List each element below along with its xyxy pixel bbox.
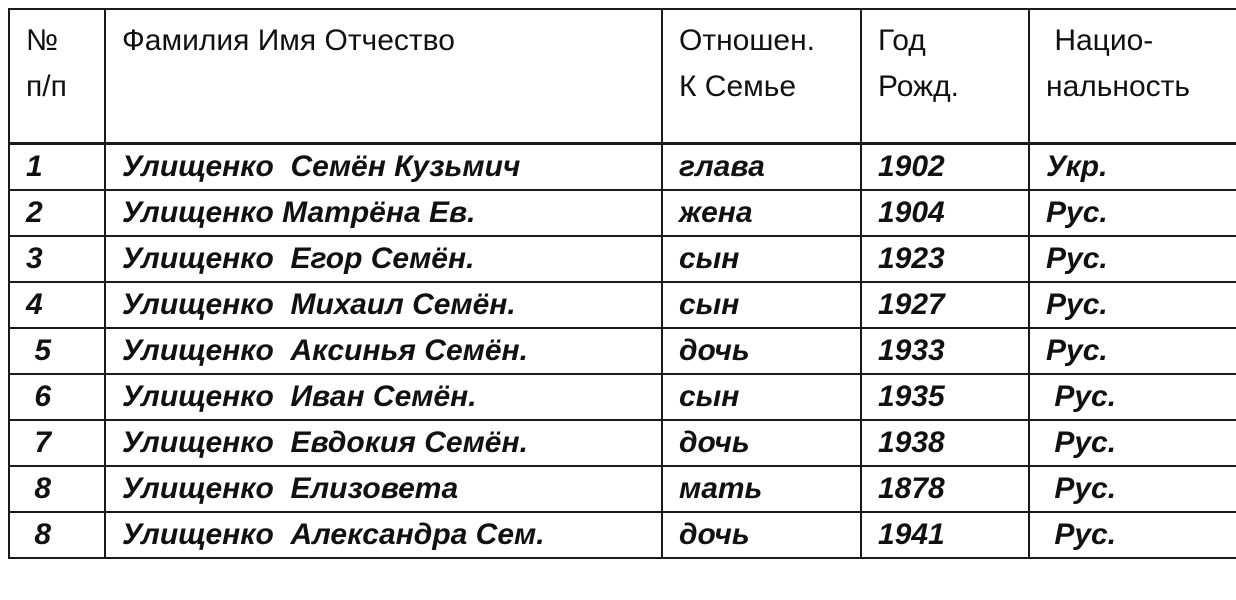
cell-full-name: Улищенко Иван Семён. xyxy=(105,374,662,420)
cell-relation: дочь xyxy=(662,328,861,374)
cell-birth-year: 1927 xyxy=(861,282,1029,328)
cell-nationality: Рус. xyxy=(1029,190,1236,236)
cell-number: 2 xyxy=(9,190,105,236)
header-relation xyxy=(662,9,861,143)
cell-number: 8 xyxy=(9,466,105,512)
cell-number: 4 xyxy=(9,282,105,328)
table-header xyxy=(9,9,1236,143)
header-number-line2: п/п xyxy=(26,70,67,103)
table-row xyxy=(9,236,1236,282)
cell-nationality: Рус. xyxy=(1029,282,1236,328)
cell-relation: глава xyxy=(662,143,861,190)
header-birth-year-line2: Рожд. xyxy=(878,70,959,103)
cell-birth-year: 1941 xyxy=(861,512,1029,558)
table-body xyxy=(9,143,1236,558)
cell-full-name: Улищенко Елизовета xyxy=(105,466,662,512)
table-row xyxy=(9,512,1236,558)
cell-number: 6 xyxy=(9,374,105,420)
header-nationality-line1: Нацио- xyxy=(1046,24,1154,57)
header-nationality xyxy=(1029,9,1236,143)
cell-relation: сын xyxy=(662,282,861,328)
cell-nationality: Рус. xyxy=(1029,374,1236,420)
cell-number: 7 xyxy=(9,420,105,466)
header-full-name xyxy=(105,9,662,143)
header-number-line1: № xyxy=(26,24,59,57)
cell-full-name: Улищенко Егор Семён. xyxy=(105,236,662,282)
table-row xyxy=(9,190,1236,236)
cell-relation: жена xyxy=(662,190,861,236)
cell-nationality: Рус. xyxy=(1029,328,1236,374)
cell-birth-year: 1904 xyxy=(861,190,1029,236)
header-nationality-line2: нальность xyxy=(1046,70,1191,103)
cell-nationality: Рус. xyxy=(1029,420,1236,466)
header-relation-line2: К Семье xyxy=(679,70,797,103)
cell-relation: дочь xyxy=(662,512,861,558)
cell-relation: мать xyxy=(662,466,861,512)
cell-nationality: Рус. xyxy=(1029,236,1236,282)
cell-birth-year: 1878 xyxy=(861,466,1029,512)
cell-number: 3 xyxy=(9,236,105,282)
table-row xyxy=(9,143,1236,190)
table-row xyxy=(9,328,1236,374)
cell-birth-year: 1902 xyxy=(861,143,1029,190)
header-row xyxy=(9,9,1236,143)
cell-full-name: Улищенко Семён Кузьмич xyxy=(105,143,662,190)
cell-nationality: Рус. xyxy=(1029,512,1236,558)
header-relation-line1: Отношен. xyxy=(679,24,815,57)
table-row xyxy=(9,282,1236,328)
cell-number: 8 xyxy=(9,512,105,558)
cell-full-name: Улищенко Александра Сем. xyxy=(105,512,662,558)
cell-relation: дочь xyxy=(662,420,861,466)
cell-relation: сын xyxy=(662,374,861,420)
cell-number: 1 xyxy=(9,143,105,190)
cell-birth-year: 1933 xyxy=(861,328,1029,374)
header-full-name-line1: Фамилия Имя Отчество xyxy=(122,24,455,57)
header-birth-year-line1: Год xyxy=(878,24,926,57)
cell-full-name: Улищенко Евдокия Семён. xyxy=(105,420,662,466)
family-table-container xyxy=(8,8,1236,559)
cell-birth-year: 1938 xyxy=(861,420,1029,466)
cell-birth-year: 1923 xyxy=(861,236,1029,282)
family-table xyxy=(8,8,1236,559)
header-number xyxy=(9,9,105,143)
table-row xyxy=(9,374,1236,420)
cell-nationality: Укр. xyxy=(1029,143,1236,190)
cell-full-name: Улищенко Матрёна Ев. xyxy=(105,190,662,236)
table-row xyxy=(9,466,1236,512)
table-row xyxy=(9,420,1236,466)
cell-birth-year: 1935 xyxy=(861,374,1029,420)
cell-relation: сын xyxy=(662,236,861,282)
cell-nationality: Рус. xyxy=(1029,466,1236,512)
cell-number: 5 xyxy=(9,328,105,374)
header-birth-year xyxy=(861,9,1029,143)
cell-full-name: Улищенко Аксинья Семён. xyxy=(105,328,662,374)
cell-full-name: Улищенко Михаил Семён. xyxy=(105,282,662,328)
